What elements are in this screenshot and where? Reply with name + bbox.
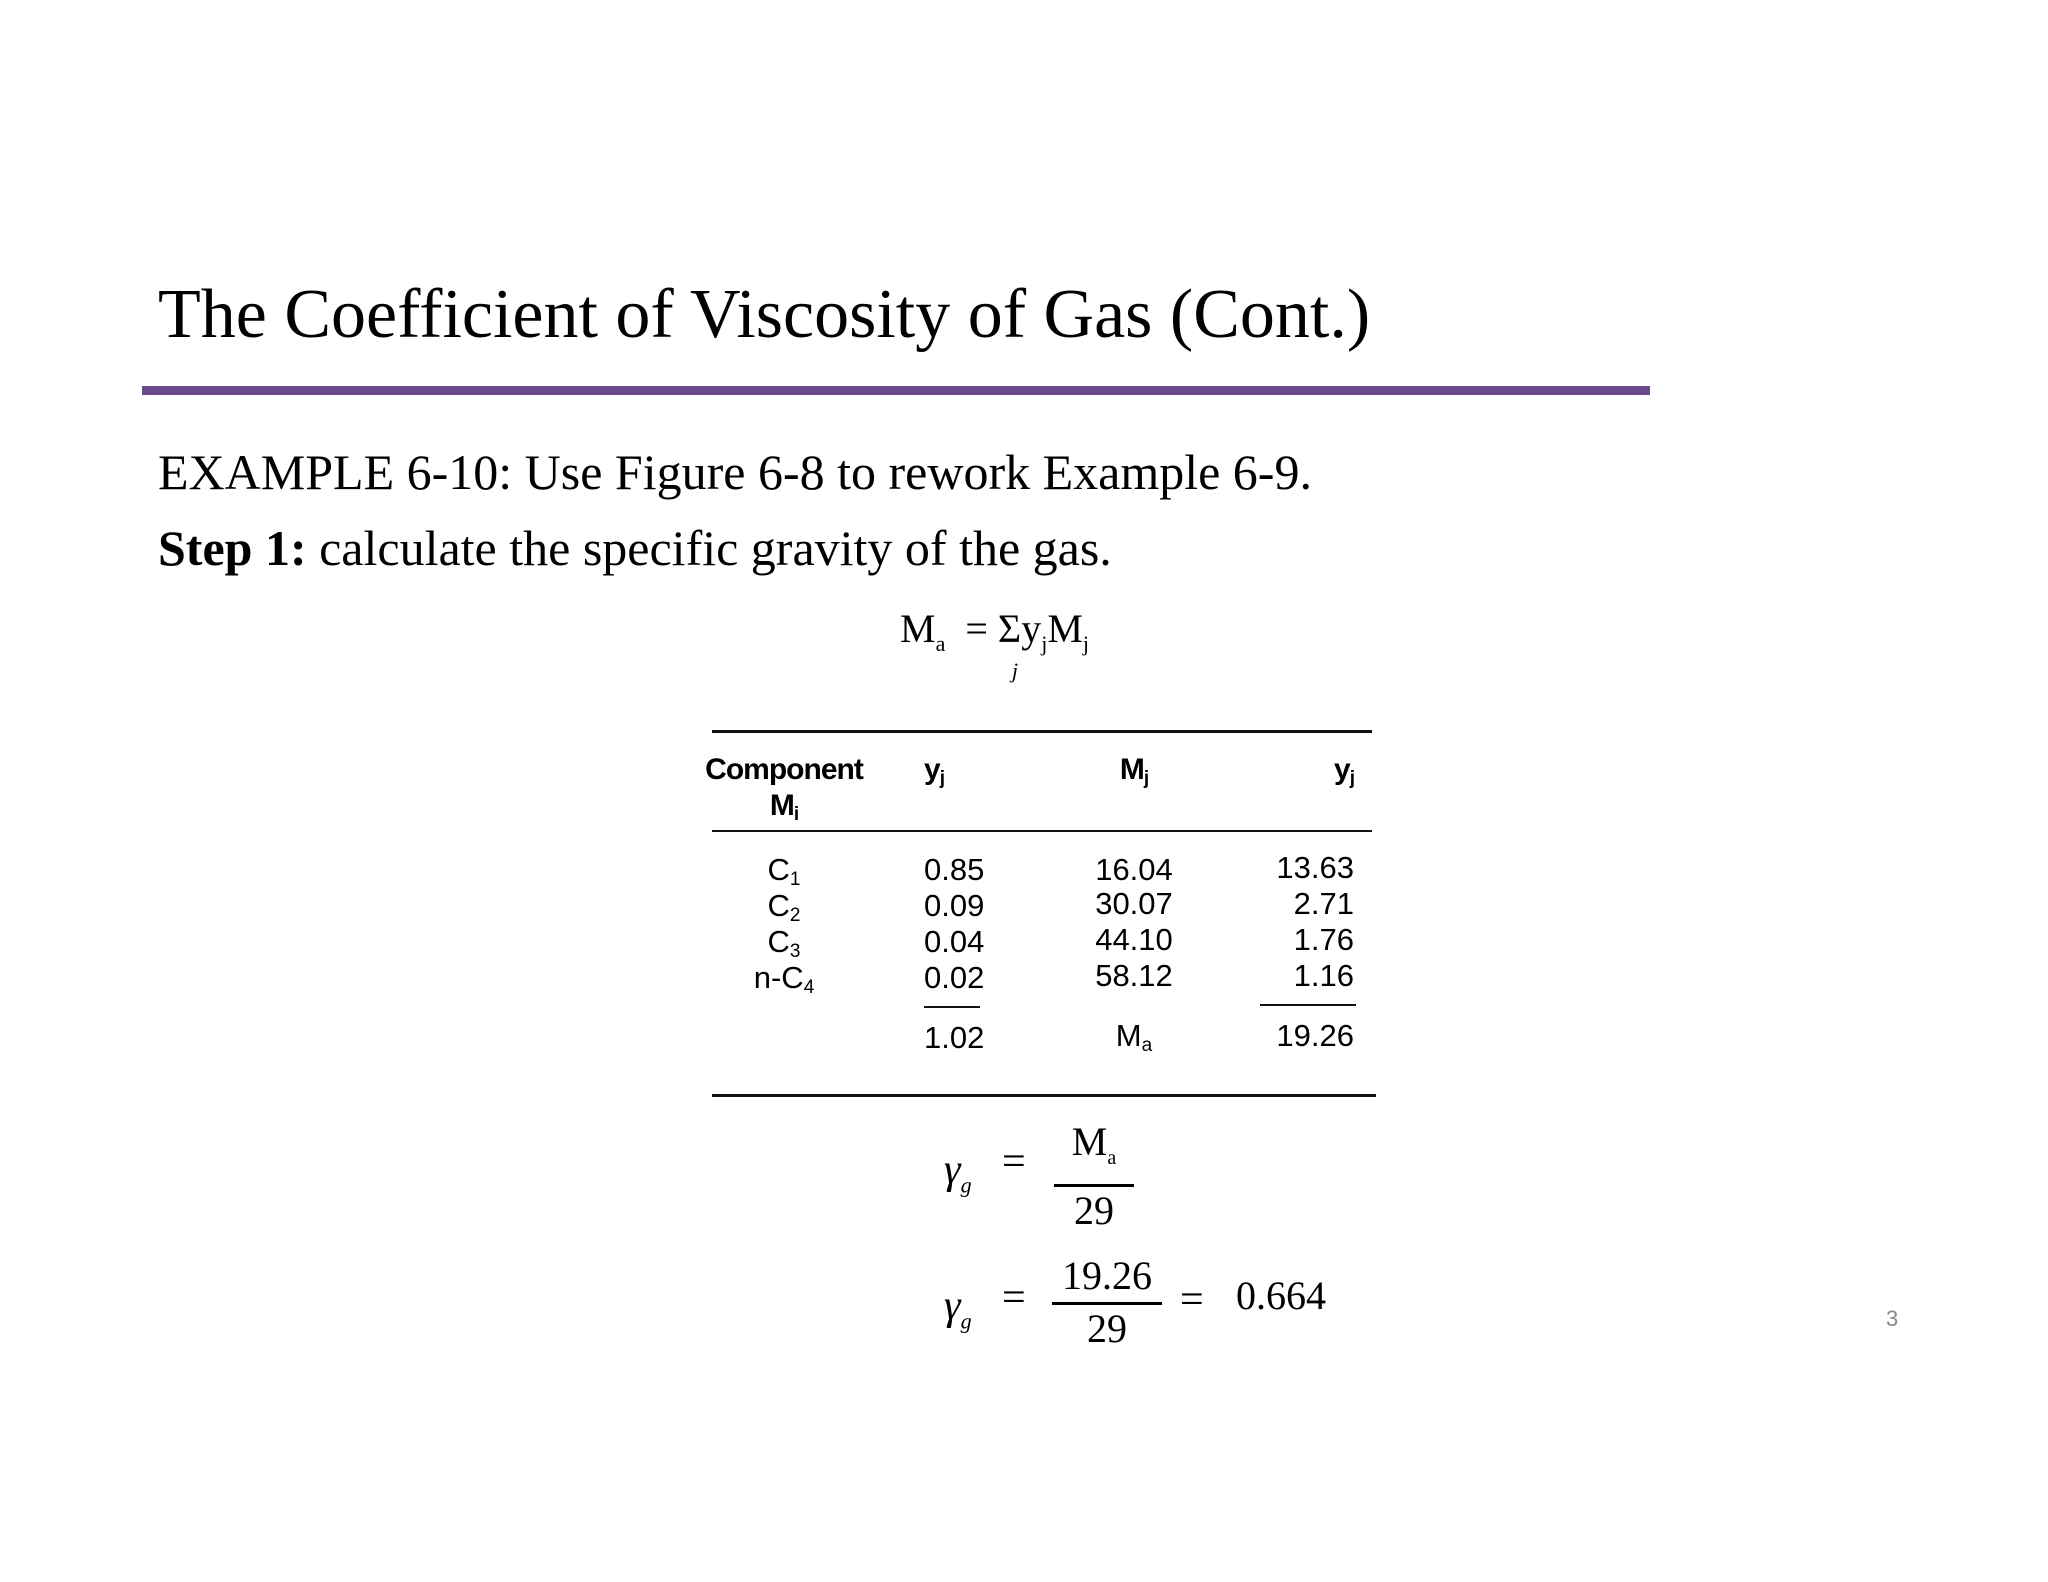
formula1-M-sub: j xyxy=(1082,631,1090,656)
formula1-equals: = xyxy=(965,606,988,651)
formula2-denominator: 29 xyxy=(1074,1188,1114,1233)
gamma-symbol: $\gamma_g$ xyxy=(944,1147,972,1198)
formula2-numerator: $M_a$ xyxy=(1054,1120,1134,1187)
row-yM: 13.63 xyxy=(1276,850,1354,885)
formula3-denominator: 29 xyxy=(1087,1306,1127,1351)
component-table xyxy=(704,730,1374,1096)
row-M: 16.04 xyxy=(1095,852,1173,887)
sigma-glyph: Σ xyxy=(997,606,1022,651)
table-header-rule xyxy=(712,830,1372,832)
row-component: $C_2$ xyxy=(767,888,801,926)
formula3-equals-2: = xyxy=(1180,1277,1204,1323)
row-y: 0.04 xyxy=(924,924,985,959)
row-M: 30.07 xyxy=(1095,886,1173,921)
slide-title: The Coefficient of Viscosity of Gas (Cont.) xyxy=(158,276,1371,353)
formula3-fraction xyxy=(1052,1254,1162,1351)
row-yM: 2.71 xyxy=(1293,886,1354,921)
step-label: Step 1: xyxy=(158,520,307,576)
gamma-symbol: $\gamma_g$ xyxy=(944,1283,972,1334)
formula1-lhs: M xyxy=(900,606,936,651)
y-sum-rule xyxy=(924,1006,980,1008)
formula3-numerator: 19.26 xyxy=(1052,1254,1162,1305)
table-top-rule xyxy=(712,730,1372,733)
formula1-y: y xyxy=(1021,606,1042,651)
formula3-equals: = xyxy=(1002,1275,1026,1321)
formula1-y-sub: j xyxy=(1041,631,1048,656)
formula2-fraction xyxy=(1054,1120,1134,1233)
step-1-text xyxy=(158,519,1112,577)
table-bottom-rule xyxy=(712,1094,1376,1097)
header-y: $y_j$ xyxy=(924,753,944,789)
row-M: 44.10 xyxy=(1095,922,1173,957)
total-M-label: $M_a$ xyxy=(1115,1018,1153,1056)
row-yM: 1.16 xyxy=(1293,958,1354,993)
summation-symbol xyxy=(997,604,1022,683)
row-component: $C_3$ xyxy=(767,924,801,962)
page-number: 3 xyxy=(1886,1306,1899,1331)
molecular-weight-formula xyxy=(900,604,1090,683)
row-y: 0.85 xyxy=(924,852,985,887)
total-yM: 19.26 xyxy=(1276,1018,1354,1053)
formula1-M: M xyxy=(1047,606,1083,651)
title-underline xyxy=(142,386,1650,395)
row-y: 0.09 xyxy=(924,888,985,923)
row-component: $n-C_4$ xyxy=(753,960,815,998)
step-description: calculate the specific gravity of the gas. xyxy=(306,520,1112,576)
total-y: 1.02 xyxy=(924,1020,985,1055)
formula1-lhs-sub: a xyxy=(935,631,946,656)
row-yM: 1.76 xyxy=(1293,922,1354,957)
row-M: 58.12 xyxy=(1095,958,1173,993)
example-statement: EXAMPLE 6-10: Use Figure 6-8 to rework Example 6-9. xyxy=(158,444,1312,500)
header-component: Component xyxy=(705,753,863,786)
formula2-equals: = xyxy=(1002,1139,1026,1185)
yM-sum-rule xyxy=(1260,1004,1356,1006)
header-M: $M_j$ xyxy=(1119,753,1149,789)
specific-gravity-value: 0.664 xyxy=(1236,1273,1326,1318)
sigma-index: j xyxy=(1011,658,1019,683)
header-component-M: $M_i$ xyxy=(769,789,799,825)
row-component: $C_1$ xyxy=(767,852,801,890)
header-yM: $y_j$ xyxy=(1334,753,1354,789)
row-y: 0.02 xyxy=(924,960,985,995)
